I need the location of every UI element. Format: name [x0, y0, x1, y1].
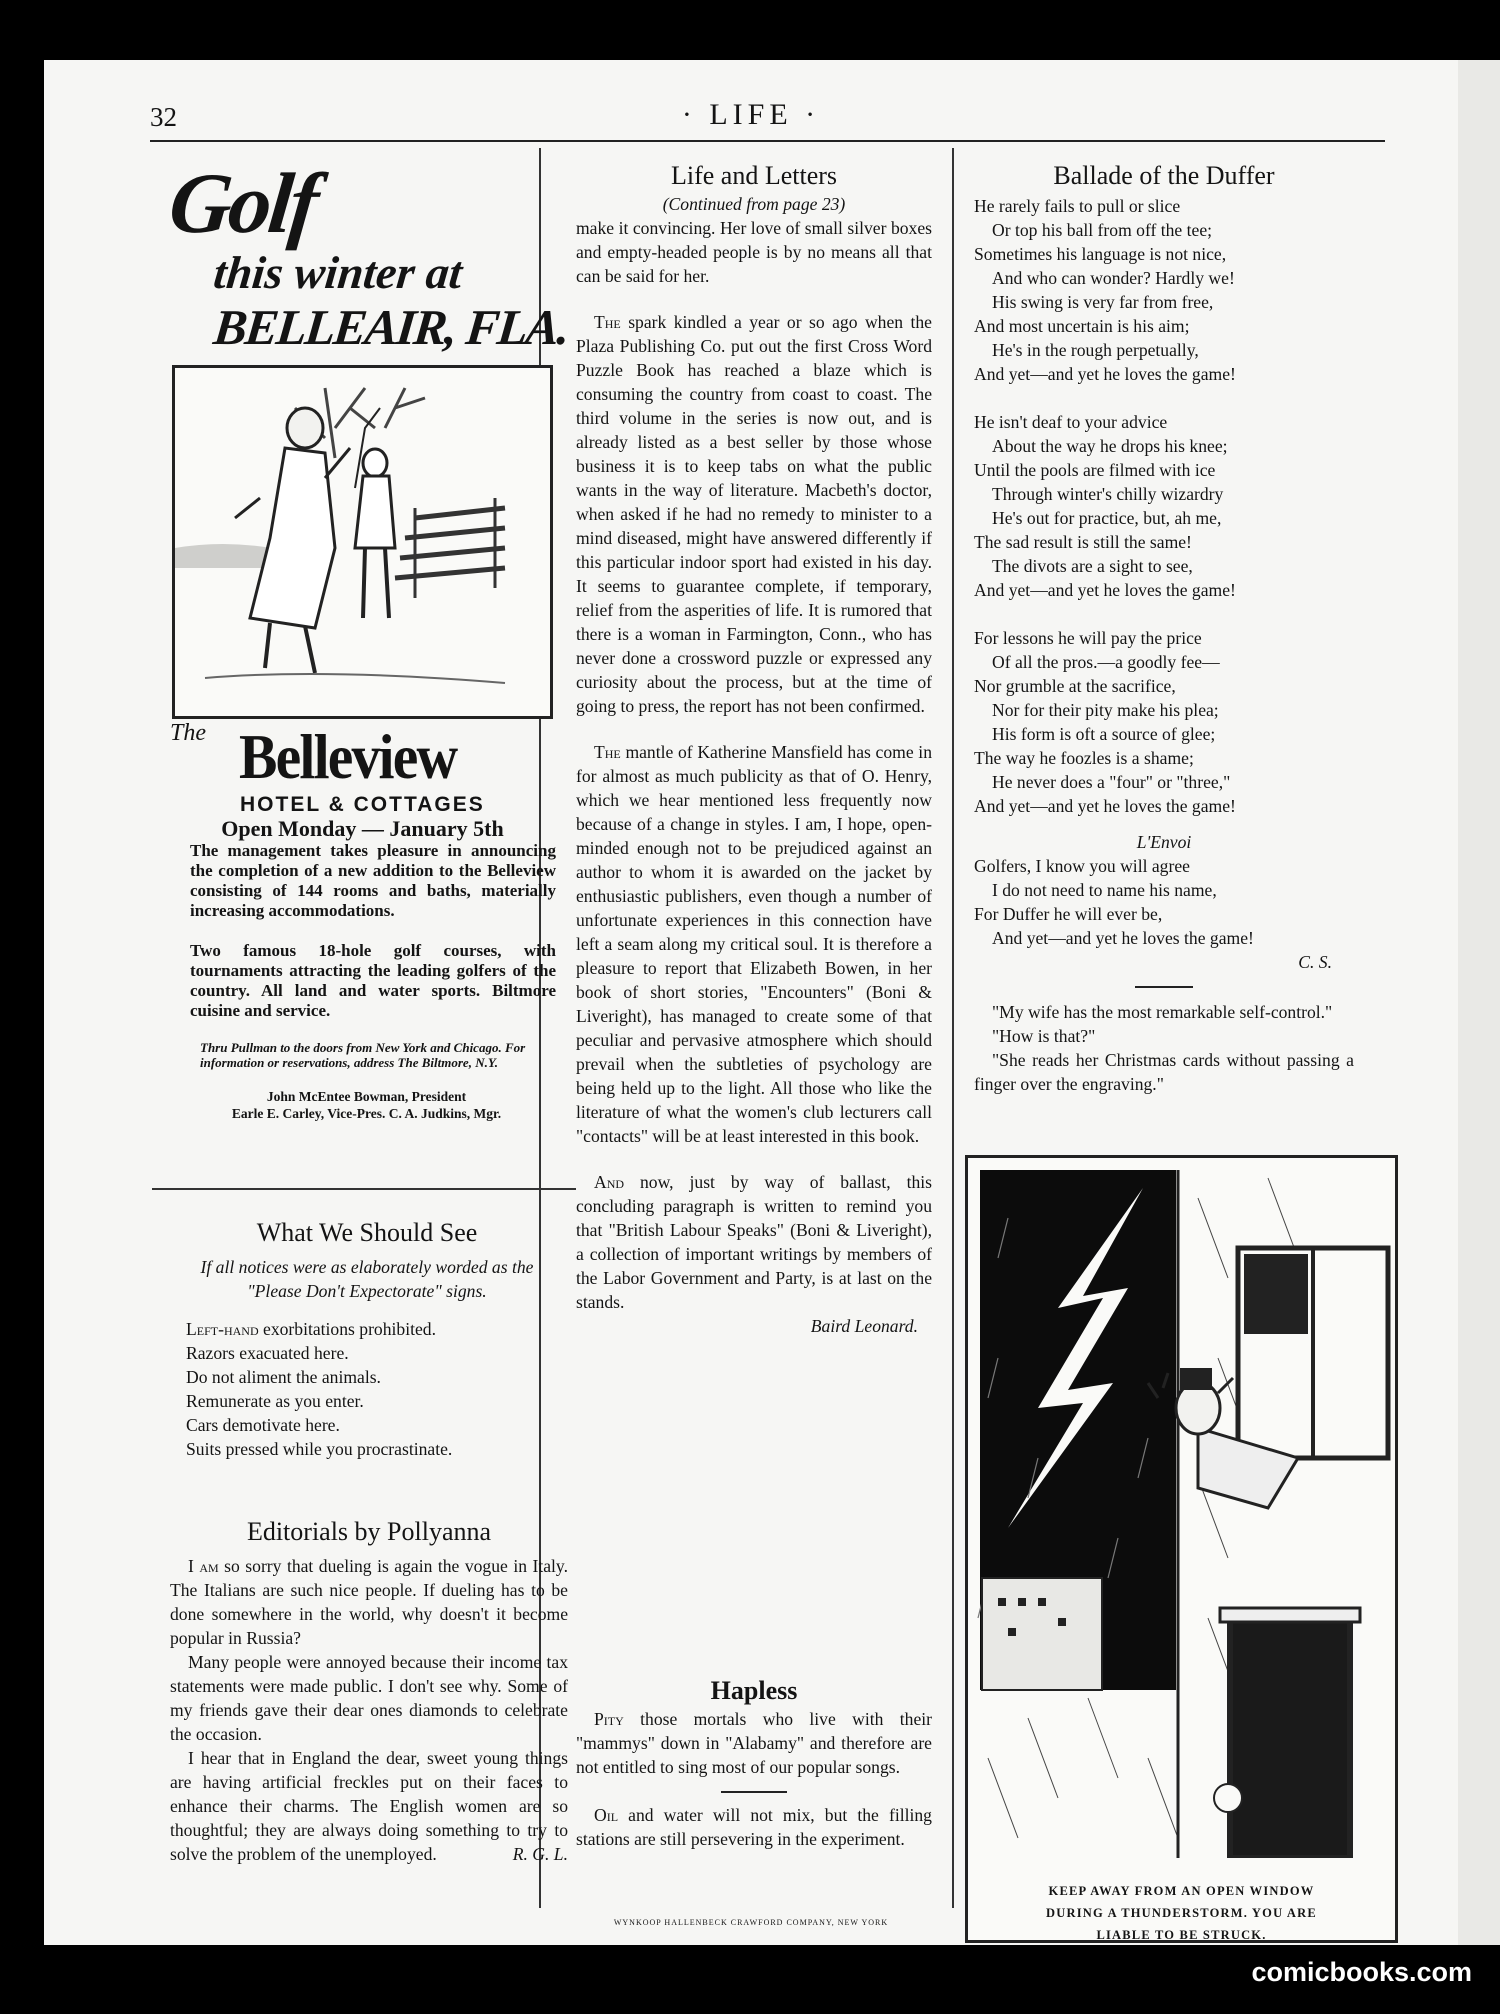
ad-the: The: [170, 720, 206, 746]
ballade-stanza-3: For lessons he will pay the price Of all the pros.—a goodly fee— Nor grumble at the sacrifice, Nor for their pity make his plea; His form is oft a source of glee; The way he foozles is a shame; He never does a "four" or "three," And yet—and yet he loves the game!: [974, 628, 1236, 816]
thunderstorm-cartoon: [965, 1155, 1398, 1943]
letters-continued: (Continued from page 23): [662, 194, 846, 214]
pollyanna-p3: I hear that in England the dear, sweet young things are having artificial freckles put on their faces to enhance their charms. The English women are so thoughtful; they are always doing something to try to solve the problem of the unemployed. R. G. L.: [170, 1748, 568, 1864]
hapless-p2: Oil and water will not mix, but the filling stations are still persevering in the experiment.: [576, 1805, 932, 1849]
ad-credit-2: Earle E. Carley, Vice-Pres. C. A. Judkins, Mgr.: [231, 1106, 502, 1121]
ballade-signature: C. S.: [1298, 952, 1332, 972]
pollyanna-p2: Many people were annoyed because their income tax statements were made public. I don't see why. Some of my friends gave their dear ones diamonds to celebrate the occasion.: [170, 1652, 568, 1744]
hapless-p1: Pity those mortals who live with their "mammys" down in "Alabamy" and therefore are not entitled to sing most of our popular songs.: [576, 1709, 932, 1777]
joke-line-1: "My wife has the most remarkable self-control.": [992, 1002, 1333, 1022]
cartoon-drawing: [968, 1158, 1395, 1858]
see-line-1: Left-hand exorbitations prohibited.: [186, 1319, 436, 1339]
letters-section: [576, 160, 932, 1338]
cartoon-caption: [968, 1880, 1395, 1943]
see-intro: If all notices were as elaborately worded as the "Please Don't Expectorate" signs.: [200, 1257, 534, 1301]
hapless-title: Hapless: [710, 1676, 798, 1705]
header-rule: [150, 140, 1385, 142]
caption-line-2: DURING A THUNDERSTORM. YOU ARE: [1046, 1906, 1317, 1920]
ad-headline-golf: Golf: [164, 155, 321, 251]
see-line-6: Suits pressed while you procrastinate.: [186, 1439, 453, 1459]
letters-p1: make it convincing. Her love of small silver boxes and empty-headed people is by no means all that can be said for her.: [576, 218, 932, 286]
joke: [974, 1000, 1354, 1096]
ad-divider: [152, 1188, 576, 1190]
see-section: [168, 1217, 566, 1461]
ad-credit-1: John McEntee Bowman, President: [266, 1089, 467, 1104]
see-line-4: Remunerate as you enter.: [186, 1391, 364, 1411]
ad-opening: Open Monday — January 5th: [221, 816, 504, 841]
see-line-5: Cars demotivate here.: [186, 1415, 340, 1435]
hapless-rule: [721, 1791, 787, 1793]
masthead: · LIFE ·: [681, 98, 821, 131]
printer-credit: WYNKOOP HALLENBECK CRAWFORD COMPANY, NEW YORK: [613, 1918, 889, 1927]
pollyanna-signature: R. G. L.: [512, 1844, 568, 1864]
pollyanna-title: Editorials by Pollyanna: [246, 1517, 492, 1546]
ballade-title: Ballade of the Duffer: [1053, 161, 1275, 190]
ballade-rule: [1135, 986, 1193, 988]
letters-p4: And now, just by way of ballast, this concluding paragraph is written to remind you that "British Labour Speaks" (Boni & Liveright), a collection of important writings by members of the Labor Government and Party, is at last on the stands.: [576, 1172, 932, 1312]
site-watermark: comicbooks.com: [1251, 1957, 1472, 1987]
golfers-illustration: [172, 365, 553, 719]
ad-subtitle: HOTEL & COTTAGES: [240, 793, 485, 816]
ballade-section: [974, 160, 1354, 1096]
ad-headline-place: BELLEAIR, FLA.: [211, 299, 571, 355]
page-number: 32: [150, 102, 177, 132]
caption-line-3: LIABLE TO BE STRUCK.: [1096, 1928, 1267, 1942]
golfers-drawing: [175, 368, 550, 716]
joke-line-3: "She reads her Christmas cards without passing a finger over the engraving.": [974, 1050, 1354, 1094]
ad-hotel-name: Belleview: [239, 721, 457, 792]
adjacent-page-edge: [1458, 60, 1500, 1945]
letters-signature: Baird Leonard.: [810, 1316, 918, 1336]
ad-headline-winter: this winter at: [211, 247, 465, 298]
letters-title: Life and Letters: [670, 161, 838, 190]
pollyanna-p1: I am so sorry that dueling is again the vogue in Italy. The Italians are such nice people. If dueling has to be done somewhere in the world, why doesn't it become popular in Russia?: [170, 1556, 568, 1648]
ad-paragraph-2: Two famous 18-hole golf courses, with tournaments attracting the leading golfers of the country. All land and water sports. Biltmore cuisine and service.: [190, 941, 556, 1020]
see-first-word: Left-hand: [186, 1319, 259, 1339]
ballade-envoi: Golfers, I know you will agree I do not need to name his name, For Duffer he will ever be, And yet—and yet he loves the game!: [974, 856, 1254, 948]
pollyanna-section: [170, 1516, 568, 1866]
magazine-page: [44, 60, 1458, 1945]
ballade-stanza-1: He rarely fails to pull or slice Or top his ball from off the tee; Sometimes his language is not nice, And who can wonder? Hardly we! His swing is very far from free, And most uncertain is his aim; He's in the rough perpetually, And yet—and yet he loves the game!: [974, 196, 1236, 384]
hapless-section: [576, 1675, 932, 1851]
letters-p2: The spark kindled a year or so ago when the Plaza Publishing Co. put out the first Cross Word Puzzle Book has reached a blaze which is consuming the country from coast to coast. The third volume in the series is now out, and is already listed as a best seller by those whose business it is to keep tabs on what the public wants in the way of literature. Macbeth's doctor, when asked if he had no remedy to minister to a mind diseased, might have answered differently if this particular indoor sport had existed in his day. It seems to guarantee complete, if temporary, relief from the asperities of life. It is rumored that there is a woman in Farmington, Conn., who has never done a crossword puzzle or expressed any curiosity about the process, but at the time of going to press, the report has not been confirmed.: [576, 312, 932, 716]
see-line-2: Razors exacuated here.: [186, 1343, 349, 1363]
joke-line-2: "How is that?": [992, 1026, 1096, 1046]
ad-info: Thru Pullman to the doors from New York and Chicago. For information or reservations, address The Biltmore, N.Y.: [200, 1040, 526, 1070]
caption-line-1: KEEP AWAY FROM AN OPEN WINDOW: [1048, 1884, 1315, 1898]
column-rule-2: [952, 148, 954, 1908]
see-title: What We Should See: [256, 1218, 478, 1247]
ad-paragraph-1: The management takes pleasure in announcing the completion of a new addition to the Belleview consisting of 144 rooms and baths, materially increasing accommodations.: [190, 841, 556, 920]
see-line-3: Do not aliment the animals.: [186, 1367, 381, 1387]
letters-p3: The mantle of Katherine Mansfield has come in for almost as much publicity as that of O. Henry, which we hear mentioned less frequently now because of a change in styles. I am, I hope, open-minded enough not to be prejudiced against an author to whom it is awarded on the jacket by enthusiastic publishers, even though a number of unfortunate experiences in this connection have left a seam along my critical soul. It is therefore a pleasure to report that Elizabeth Bowen, in her book of short stories, "Encounters" (Boni & Liveright), has managed to create some of that peculiar and pervasive atmosphere which should prevail when the subtleties of psychology are being held up to the light. All those who like the literature of what the women's club lecturers call "contacts" will be at least interested in this book.: [576, 742, 932, 1146]
envoi-title: L'Envoi: [1136, 832, 1192, 852]
ballade-stanza-2: He isn't deaf to your advice About the way he drops his knee; Until the pools are filmed with ice Through winter's chilly wizardry He's out for practice, but, ah me, The sad result is still the same! The divots are a sight to see, And yet—and yet he loves the game!: [974, 412, 1236, 600]
